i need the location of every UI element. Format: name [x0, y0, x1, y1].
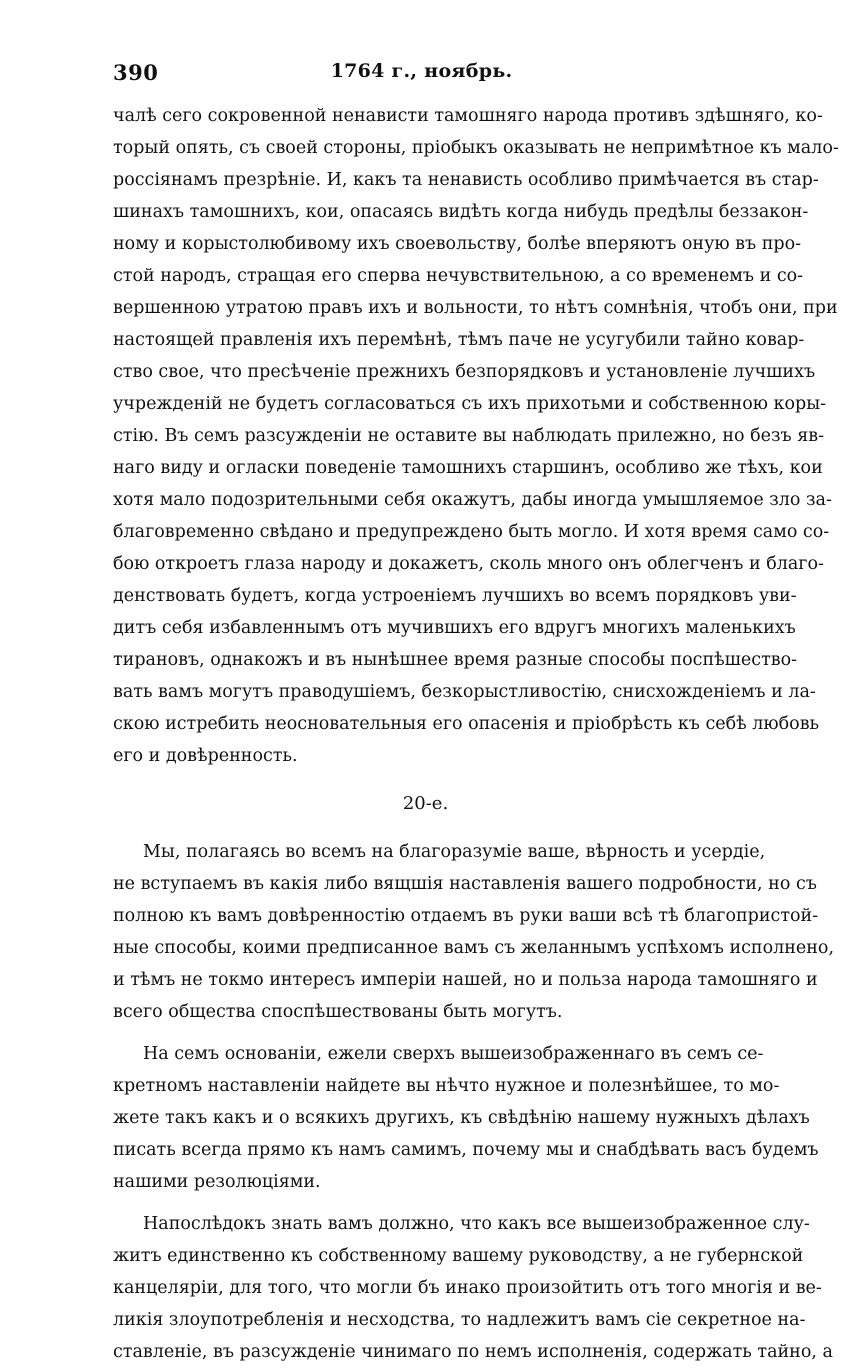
text-line: и тѣмъ не токмо интересъ имперіи нашей, но и польза народа тамошняго и: [113, 970, 818, 990]
text-line: денствовать будетъ, когда устроеніемъ лучшихъ во всемъ порядковъ уви-: [113, 586, 797, 606]
text-line: ные способы, коими предписанное вамъ съ желаннымъ успѣхомъ исполнено,: [113, 938, 835, 958]
text-line: стой народъ, стращая его сперва нечувствительною, а со временемъ и со-: [113, 266, 804, 286]
text-line: хотя мало подозрительными себя окажутъ, дабы иногда умышляемое зло за-: [113, 490, 832, 510]
text-line: полною къ вамъ довѣренностію отдаемъ въ руки ваши всѣ тѣ благопристой-: [113, 906, 819, 926]
text-line: кретномъ наставленіи найдете вы нѣчто нужное и полезнѣйшее, то мо-: [113, 1076, 780, 1096]
text-line: учрежденій не будетъ согласоваться съ ихъ прихотьми и собственною коры-: [113, 394, 827, 414]
text-line: не вступаемъ въ какія либо вящшія наставленія вашего подробности, но съ: [113, 874, 817, 894]
text-line: бою откроетъ глаза народу и докажетъ, сколь много онъ облегченъ и благо-: [113, 554, 824, 574]
text-line: ликія злоупотребленія и несходства, то надлежитъ вамъ сіе секретное на-: [113, 1310, 806, 1330]
text-line: На семъ основаніи, ежели сверхъ вышеизображеннаго въ семъ се-: [143, 1044, 764, 1064]
text-line: ставленіе, въ разсужденіе чинимаго по немъ исполненія, содержать тайно, а: [113, 1342, 833, 1362]
text-line: россіянамъ презрѣніе. И, какъ та ненависть особливо примѣчается въ стар-: [113, 170, 819, 190]
text-line: скою истребить неосновательныя его опасенія и пріобрѣсть къ себѣ любовь: [113, 714, 820, 734]
running-head: 1764 г., ноябрь.: [330, 60, 513, 82]
text-line: тирановъ, однакожъ и въ нынѣшнее время разные способы поспѣшество-: [113, 650, 798, 670]
section-heading: 20-е.: [402, 793, 449, 814]
text-line: наго виду и огласки поведеніе тамошнихъ старшинъ, особливо же тѣхъ, кои: [113, 458, 823, 478]
text-line: жете такъ какъ и о всякихъ другихъ, къ свѣдѣнію нашему нужныхъ дѣлахъ: [113, 1108, 810, 1128]
text-line: всего общества споспѣшествованы быть могутъ.: [113, 1002, 563, 1022]
text-line: писать всегда прямо къ намъ самимъ, почему мы и снабдѣвать васъ будемъ: [113, 1140, 819, 1160]
paragraph-2: [113, 836, 835, 1028]
text-line: ному и корыстолюбивому ихъ своевольству, болѣе вперяютъ оную въ про-: [113, 234, 802, 254]
text-line: вать вамъ могутъ праводушіемъ, безкорыстливостію, снисхожденіемъ и ла-: [113, 682, 816, 702]
text-line: дитъ себя избавленнымъ отъ мучившихъ его вдругъ многихъ маленькихъ: [113, 618, 796, 638]
text-line: торый опять, съ своей стороны, пріобыкъ оказывать не непримѣтное къ мало-: [113, 138, 839, 158]
body-text: [113, 100, 839, 1368]
text-line: Мы, полагаясь во всемъ на благоразуміе ваше, вѣрность и усердіе,: [143, 842, 766, 862]
text-line: канцеляріи, для того, что могли бъ инако произойтить отъ того многія и ве-: [113, 1278, 822, 1298]
text-line: шинахъ тамошнихъ, кои, опасаясь видѣть когда нибудь предѣлы беззакон-: [113, 202, 809, 222]
paragraph-1: [113, 100, 839, 772]
text-line: настоящей правленія ихъ перемѣнѣ, тѣмъ паче не усугубили тайно ковар-: [113, 330, 805, 350]
text-line: чалѣ сего сокровенной ненависти тамошняго народа противъ здѣшняго, ко-: [113, 106, 823, 126]
text-line: стію. Въ семъ разсужденіи не оставите вы наблюдать прилежно, но безъ яв-: [113, 426, 825, 446]
text-line: житъ единственно къ собственному вашему руководству, а не губернской: [113, 1246, 804, 1266]
text-line: ство свое, что пресѣченіе прежнихъ безпорядковъ и установленіе лучшихъ: [113, 362, 816, 382]
paragraph-4: [113, 1208, 833, 1368]
text-line: благовременно свѣдано и предупреждено быть могло. И хотя время само со-: [113, 522, 830, 542]
text-line: нашими резолюціями.: [113, 1172, 321, 1192]
paragraph-3: [113, 1038, 819, 1198]
text-line: его и довѣренность.: [113, 746, 298, 766]
page-number: 390: [113, 60, 159, 85]
text-line: вершенною утратою правъ ихъ и вольности, то нѣтъ сомнѣнія, чтобъ они, при: [113, 298, 838, 318]
text-line: Напослѣдокъ знать вамъ должно, что какъ все вышеизображенное слу-: [143, 1214, 810, 1234]
